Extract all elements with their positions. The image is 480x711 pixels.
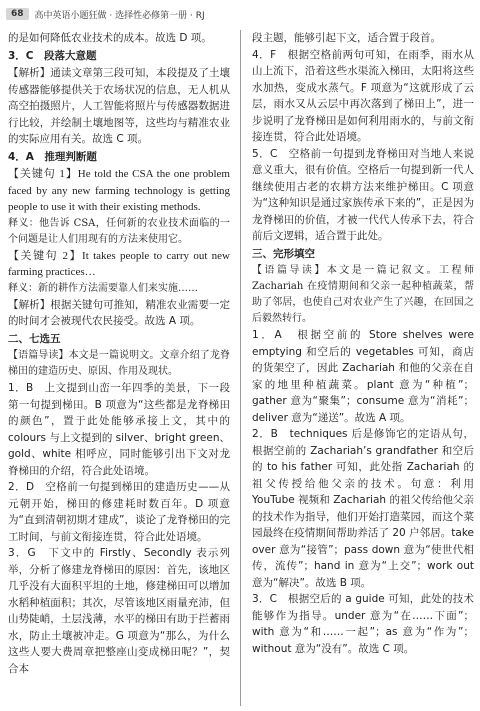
answer-paragraph: 【语篇导读】本文是一篇记叙文。工程师 Zachariah 在疫情期间和父亲一起种植蔬菜，帮助了邻居，也使自己对农业产生了兴趣，在回国之后毅然转行。 <box>252 265 474 324</box>
answer-paragraph: 1．B 上文提到山峦一年四季的美景，下一段第一句提到梯田。B 项意为“这些都是龙脊梯田的颜色”，置于此处能够承接上文，其中的 colours 与上文提到的 silver、bright green、gold、white 相呼应，同时能够引出下文对龙脊梯田的介绍，符合此处语境。 <box>8 382 230 477</box>
section-heading: 3．C 段落大意题 <box>8 49 97 62</box>
book-title: 高中英语小题狂做 · 选择性必修第一册 · RJ <box>34 10 205 21</box>
answer-paragraph: 【语篇导读】本文是一篇说明文。文章介绍了龙脊梯田的建造历史、原因、作用及现状。 <box>8 350 230 377</box>
answer-paragraph: 【关键句 2】It takes people to carry out new farming practices… <box>8 249 230 278</box>
section-heading: 三、完形填空 <box>252 247 315 260</box>
answer-paragraph: 【关键句 1】He told the CSA the one problem faced by any new farming technology is getting people to use it with their existing methods. <box>8 168 230 213</box>
page-number: 68 <box>6 8 29 20</box>
section-heading: 4．A 推理判断题 <box>8 150 97 163</box>
answer-paragraph: 释义：新的耕作方法需要靠人们来实施…… <box>8 282 198 294</box>
answer-paragraph: 1．A 根据空前的 Store shelves were emptying 和空后的 vegetables 可知，商店的货架空了，因此 Zachariah 和他的父亲在自家的地里种植蔬菜。plant 意为“种植”；gather 意为“聚集”；consume 意为“消耗”；deliver 意为“递送”。故选 A 项。 <box>252 329 474 424</box>
answer-paragraph: 【解析】通读文章第三段可知，本段提及了土壤传感器能够提供关于农场状况的信息，无人机从高空拍摄照片，人工智能将照片与传感器数据进行比较，并绘制土壤地图等，这些均与精准农业的实际应用有关。故选 C 项。 <box>8 67 230 145</box>
left-column <box>8 30 230 708</box>
answer-paragraph: 5．C 空格前一句提到龙脊梯田对当地人来说意义重大，很有价值。空格后一句提到新一代人继续使用古老的农耕方法来维护梯田。C 项意为“这种知识是通过家族传承下来的”，正是因为龙脊梯田的价值，才被一代代人传承下去，符合前后文逻辑，适合置于此处。 <box>252 147 474 242</box>
answer-paragraph: 3．G 下文中的 Firstly、Secondly 表示列举，分析了修建龙脊梯田的原因：首先，该地区几乎没有大面积平坦的土地，修建梯田可以增加水稻种植面积；其次，尽管该地区雨量充沛，但山势陡峭，土层浅薄，水平的梯田有助于拦蓄雨水，防止土壤被冲走。G 项意为“那么，为什么这些人要大费周章把整座山变成梯田呢？”，契合本 <box>8 547 230 675</box>
answer-paragraph: 段主题，能够引起下文，适合置于段首。 <box>252 32 441 44</box>
answer-columns <box>8 30 474 708</box>
answer-paragraph: 3．C 根据空后的 a guide 可知，此处的技术能够作为指导。under 意为“在……下面”；with 意为“和……一起”；as 意为“作为”；without 意为“没有”。故选 C 项。 <box>252 593 474 655</box>
answer-paragraph: 2．D 空格前一句提到梯田的建造历史——从元朝开始，梯田的修建耗时数百年。D 项意为“直到清朝初期才建成”，谈论了龙脊梯田的完工时间，与前文衔接连贯，符合此处语境。 <box>8 481 230 543</box>
right-column <box>252 30 474 708</box>
page-header <box>6 6 205 22</box>
answer-paragraph: 4．F 根据空格前两句可知，在雨季，雨水从山上流下，沿着这些水渠流入梯田，太阳将这些水加热，变成水蒸气。F 项意为“这就形成了云层，雨水又从云层中再次落到了梯田上”，进一步说明了龙脊梯田是如何利用雨水的，与前文衔接连贯，符合此处语境。 <box>252 48 474 143</box>
answer-paragraph: 【解析】根据关键句可推知，精准农业需要一定的时间才会被现代农民接受。故选 A 项。 <box>8 298 230 327</box>
answer-paragraph: 释义：他告诉 CSA，任何新的农业技术面临的一个问题是让人们用现有的方法来使用它。 <box>8 217 230 245</box>
answer-paragraph: 的是如何降低农业技术的成本。故选 D 项。 <box>8 32 212 44</box>
answer-paragraph: 2．B techniques 后是修饰它的定语从句，根据空前的 Zachariah’s grandfather 和空后的 to his father 可知，此处指 Zachariah 的祖父传授给他父亲的技术。句意：利用 YouTube 视频和 Zachariah 的祖父传给他父亲的技术作为指导，他们开始打造菜园，而这个菜园最终在疫情期间帮助养活了 20 户邻居。take over 意为“接管”；pass down 意为“使世代相传，流传”；hand in 意为“上交”；work out 意为“解决”。故选 B 项。 <box>252 428 474 589</box>
section-heading: 二、七选五 <box>8 332 61 345</box>
